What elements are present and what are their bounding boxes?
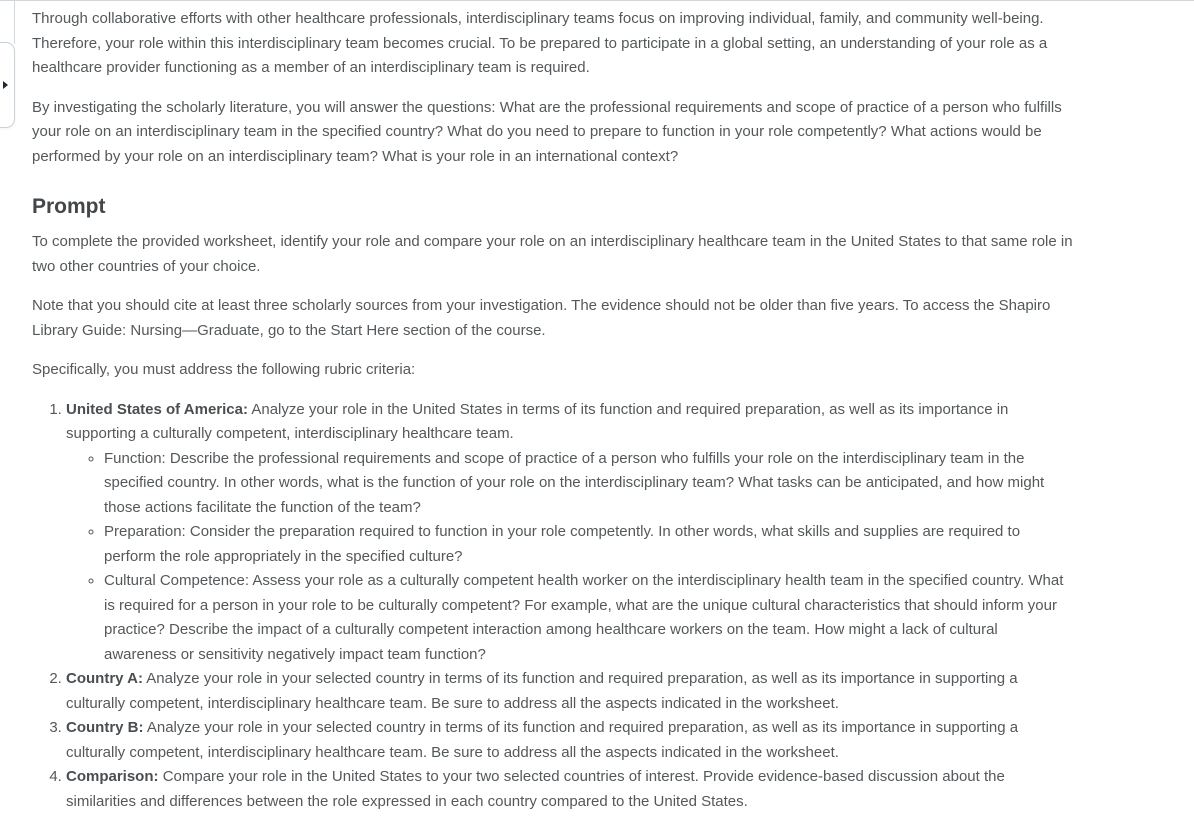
rubric-item-country-b — [66, 716, 1074, 765]
prompt-heading: Prompt — [32, 195, 106, 218]
prompt-paragraph-2: Note that you should cite at least three scholarly sources from your investigation. The evidence should not be older than five years. To access the Shapiro Library Guide: Nursing—Graduate, go to the Start Here section of the course. — [32, 297, 1051, 339]
rubric-item-label: United States of America: — [66, 400, 248, 418]
rubric-item-country-a — [66, 667, 1074, 716]
rubric-item-text: Analyze your role in your selected country in terms of its function and required preparation, as well as its importance in supporting a culturally competent, interdisciplinary healthcare team. Be sure to address all the aspects indicated in the worksheet. — [66, 670, 1018, 712]
rubric-item-text: Analyze your role in the United States in terms of its function and required preparation, as well as its importance in supporting a culturally competent, interdisciplinary healthcare team. — [66, 400, 1009, 442]
sub-item-cultural-competence: ◦ Cultural Competence: Assess your role as a culturally competent health worker on the interdisciplinary health team in the specified country. What is required for a person in your role to be culturally competent? For example, what are the unique cultural characteristics that should inform your practice? Describe the impact of a culturally competent interaction among healthcare workers on the team. How might a lack of cultural awareness or sensitivity negatively impact team function? — [104, 569, 1074, 667]
rubric-item-comparison — [66, 765, 1074, 814]
rubric-item-label: Country A: — [66, 670, 143, 687]
prompt-paragraph-1: To complete the provided worksheet, identify your role and compare your role on an interdisciplinary healthcare team in the United States to that same role in two other countries of your choice. — [32, 233, 1073, 275]
rubric-item-usa — [66, 398, 1074, 668]
rubric-item-text: Compare your role in the United States to your two selected countries of interest. Provide evidence-based discussion about the similarities and differences between the role expressed in each country compared to the United States. — [66, 768, 1005, 810]
rubric-item-label: Country B: — [66, 719, 144, 736]
sub-item-function: ◦ Function: Describe the professional requirements and scope of practice of a person who fulfills your role on the interdisciplinary team in the specified country. In other words, what is the function of your role on the interdisciplinary team? What tasks can be anticipated, and how might those actions facilitate the function of the team? — [104, 447, 1074, 521]
rubric-item-label: Comparison: — [66, 768, 159, 785]
intro-paragraph-2: By investigating the scholarly literature, you will answer the questions: What are the professional requirements and scope of practice of a person who fulfills your role on an interdisciplinary team in the specified country? What do you need to prepare to function in your role competently? What actions would be performed by your role on an interdisciplinary team? What is your role in an international context? — [32, 98, 1062, 165]
intro-paragraph-1: Through collaborative efforts with other healthcare professionals, interdisciplinary teams focus on improving individual, family, and community well-being. Therefore, your role within this interdisciplinary team becomes crucial. To be prepared to participate in a global setting, an understanding of your role as a healthcare provider functioning as a member of an interdisciplinary team is required. — [32, 10, 1048, 76]
sub-item-preparation: ◦ Preparation: Consider the preparation required to function in your role competently. In other words, what skills and supplies are required to perform the role appropriately in the specified culture? — [104, 520, 1074, 569]
usa-sub-list — [66, 447, 1074, 668]
rubric-item-text: Analyze your role in your selected country in terms of its function and required preparation, as well as its importance in supporting a culturally competent, interdisciplinary healthcare team. Be sure to address all the aspects indicated in the worksheet. — [66, 719, 1019, 761]
rubric-list — [32, 398, 1074, 815]
criteria-intro: Specifically, you must address the following rubric criteria: — [32, 361, 416, 378]
